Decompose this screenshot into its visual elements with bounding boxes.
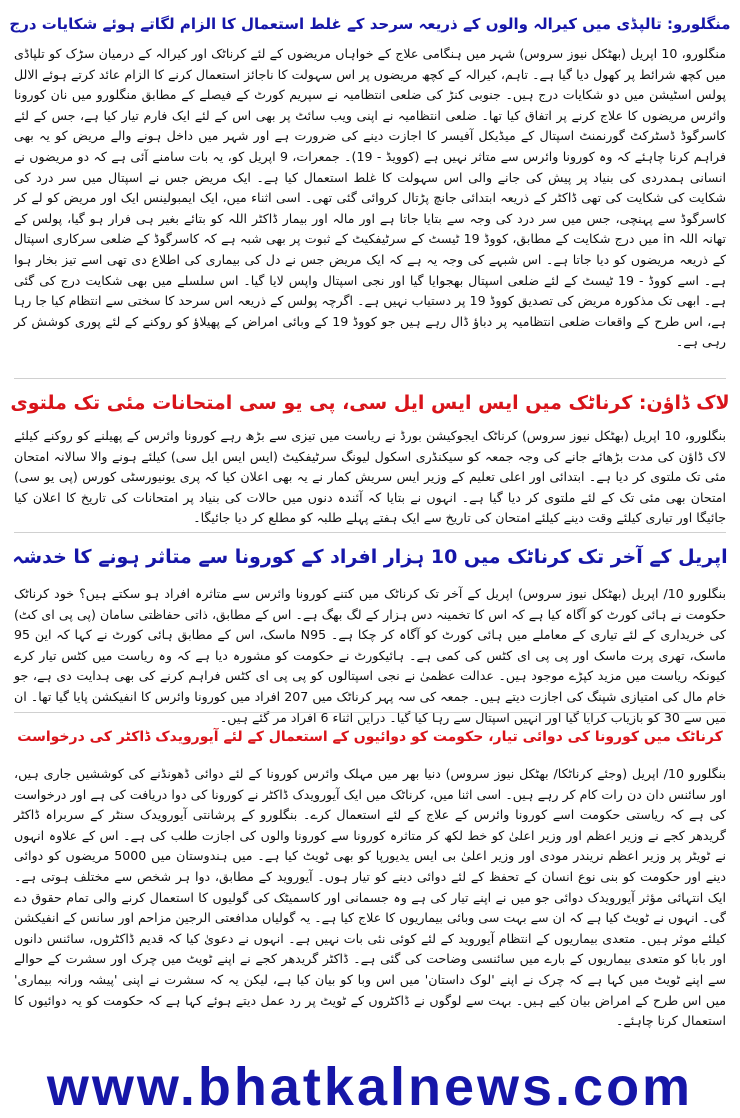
article-4-body (0, 764, 740, 1052)
divider (14, 378, 726, 379)
article-2-text: بنگلورو، 10 اپریل (بھٹکل نیوز سروس) کرناٹک ایجوکیشن بورڈ نے ریاست میں تیزی سے بڑھ رہے کورونا وائرس کے پھیلنے کو روکنے کیلئے لاک ڈاؤن کی مدت بڑھائے جانے کی وجہ جمعہ کو سیکنڈری اسکول لیونگ سرٹیفکیٹ (ایس ایس ایل سی) کیلئے ہونے والا سالانہ امتحان مئی تک ملتوی کر دیا ہے۔ ابتدائی اور اعلی تعلیم کے وزیر ایس سریش کمار نے یہ بھی اعلان کیا کہ پری یونیورسٹی کورس (پی یو سی) امتحان بھی مئی تک کے لئے ملتوی کر دیا گیا ہے۔ انہوں نے بتایا کہ آئندہ دنوں میں حالات کی بنیاد پر امتحانات کی تاریخ کا اعلان کیا جائیگا اور تیاری کیلئے وقت دینے کیلئے امتحان کی تاریخ سے ایک ہفتے پہلے طلبہ کو مطلع کر دیا جائیگا۔ (14, 428, 726, 526)
article-2-headline: لاک ڈاؤن: کرناٹک میں ایس ایس ایل سی، پی یو سی امتحانات مئی تک ملتوی (10, 392, 730, 414)
divider (14, 532, 726, 533)
article-2 (0, 380, 740, 530)
article-3 (0, 534, 740, 725)
article-3-headline: اپریل کے آخر تک کرناٹک میں 10 ہزار افراد کے کورونا سے متاثر ہونے کا خدشہ (12, 546, 728, 568)
article-1-headline: منگلورو: تالپڈی میں کیرالہ والوں کے ذریعہ سرحد کے غلط استعمال کا الزام لگاتے ہوئے شکایات درج (9, 15, 731, 33)
article-2-body (0, 426, 740, 528)
article-4-headline: کرناٹک میں کورونا کی دوائی تیار، حکومت کو دوائیوں کے استعمال کے لئے آیورویدک ڈاکٹر کی درخواست (17, 729, 723, 745)
site-watermark: www.bhatkalnews.com (46, 1057, 694, 1117)
article-1-body (0, 44, 740, 374)
article-3-text: بنگلورو 10/ اپریل (بھٹکل نیوز سروس) اپریل کے آخر تک کرناٹک میں کتنے کورونا وائرس سے متاثرہ افراد ہو سکتے ہیں؟ خود کرناٹک حکومت نے ہائی کورٹ کو آگاہ کیا ہے کہ اس کا تخمینہ دس ہزار کے لگ بھگ ہے۔ اس کے مطابق، ذاتی حفاظتی سامان (پی پی ای کٹ) کی خریداری کے لئے تیاری کے معاملے میں ہائی کورٹ کو آگاہ کر چکا ہے۔ N95 ماسک، اس کے مطابق ہائی کورٹ نے کہا کہ این 95 ماسک، تھری پرت ماسک اور پی پی ای کٹس کی کمی ہے۔ ہائیکورٹ نے حکومت کو مشورہ دیا ہے کہ وہ ریاست میں کٹس تیار کرے کیونکہ ریاست میں مزید کپڑے موجود ہیں۔ عدالت عظمیٰ نے نجی اسپتالوں کو پی پی ای کٹس فراہم کرنے کی بھی ہدایت دی ہے، جو خام مال کی امتیازی شپنگ کی اجازت دیتے ہیں۔ جمعہ کی سہ پہر کرناٹک میں 207 افراد میں کورونا وائرس کا انفیکشن پایا گیا تھا۔ ان میں سے 30 کو بازیاب کرایا گیا اور انہیں اسپتال سے رہا کیا گیا۔ درایں اثناء 6 افراد مر گئے ہیں۔ (14, 586, 726, 725)
article-3-body (0, 584, 740, 725)
divider (14, 712, 726, 713)
article-4-text: بنگلورو 10/ اپریل (وجئے کرناٹکا/ بھٹکل نیوز سروس) دنیا بھر میں مہلک وائرس کورونا کے لئے دوائی ڈھونڈنے کی کوششیں جاری ہیں، اور سائنس دان دن رات کام کر رہے ہیں۔ اسی اثنا میں، کرناٹک میں ایک آیورویدک ڈاکٹر نے کورونا کی دوا دریافت کی ہے اور درخواست کی ہے کہ ریاستی حکومت اسے کورونا وائرس کے علاج کے لئے استعمال کرے۔ بنگلورو کے پرشانتی آیورویدک سنٹر کے سربراہ ڈاکٹر گریدھر کجے نے وزیر اعظم اور وزیر اعلیٰ کو خط لکھ کر متاثرہ کورونا سے کورونا والوں کی اجازت طلب کی ہے۔ اس کے علاوہ انہوں نے ٹویٹر پر وزیر اعظم نریندر مودی اور وزیر اعلیٰ بی ایس یدیورپا کو بھی ٹویٹ کیا ہے۔ میں ہندوستان میں 5000 مریضوں کو دوائی دینے اور حکومت کو بنی نوع انسان کے تحفظ کے لئے دوائی دینے کو تیار ہوں۔ آیوروید کے مطابق، دوا ہر شخص سے مختلف ہوتی ہے۔ ایک انتہائی مؤثر آیورویدک دوائی جو میں نے اپنے تیار کی ہے وہ جسمانی اور کاسمیٹک کی گولیوں کا استعمال کرنے والی تمام حقوق دے گی۔ انہوں نے ٹویٹ کیا ہے کہ ان سے بہت سی وبائی بیماریوں کا علاج کیا ہے۔ یہ گولیاں مدافعتی الرجین مزاحم اور سانس کے انفیکشن کیلئے موثر ہیں۔ متعدی بیماریوں کے انتظام آیوروید کے لئے کوئی نئی بات نہیں ہے۔ انہوں نے دعویٰ کیا کہ قدیم ڈاکٹروں، سائنس دانوں اور بابا کو متعدی بیماریوں کے بارے میں سائنسی وضاحت کی گئی ہے۔ ڈاکٹر گریدھر کجے نے اپنے ٹویٹ میں چرک اور سشرت کے حوالے سے اپنے ٹویٹ میں کہا ہے کہ چرک نے اپنے 'لوک داستان' میں اس وبا کو بیان کیا ہے، لیکن یہ کہ سشرت نے اپنی 'پیشہ ورانہ بیماری' میں اس طرح کے امراض بیان کیے ہیں۔ بہت سے لوگوں نے ڈاکٹروں کے ٹویٹ پر رد عمل دیتے ہوئے کہا ہے کہ حکومت کو یہ دوائیوں کا استعمال کرنا چاہئے۔ (14, 766, 726, 1029)
article-1-text: منگلورو، 10 اپریل (بھٹکل نیوز سروس) شہر میں ہنگامی علاج کے خواہاں مریضوں کے لئے کرناٹک اور کیرالہ کے درمیان سڑک کو تلپاڈی میں کچھ شرائط پر کھول دیا گیا ہے۔ تاہم، کیرالہ کے کچھ مریضوں پر اس سہولت کا ناجائز استعمال کرنے کا الزام عائد کرتے ہوئے الالل پولس اسٹیشن میں دو شکایات درج ہیں۔ جنوبی کنڑ کی ضلعی انتظامیہ نے سپریم کورٹ کے فیصلے کے مطابق منگلورو میں نان کورونا وائرس مریضوں کا علاج کرنے پر اتفاق کیا تھا۔ ضلعی انتظامیہ نے اپنی ویب سائٹ پر بھی اس کے لئے ایک فارم تیار کیا ہے، جس کے لئے کاسرگوڈ ڈسٹرکٹ گورنمنٹ اسپتال کے میڈیکل آفیسر کا اجازت دینے کی ضرورت ہے اور شہر میں داخل ہونے والے مریض کو یہ بھی فراہم کرنا چاہئے کہ وہ کورونا وائرس سے متاثر نہیں ہے (کوویڈ - 19)۔ جمعرات، 9 اپریل کو، یہ بات سامنے آئی ہے کہ دو مریضوں نے انسانی ہمدردی کی بنیاد پر پیش کی جانے والی اس سہولت کا غلط استعمال کیا ہے۔ ایک مریض جس نے اسپتال میں سر درد کی شکایت کی شکایت کی تھی ڈاکٹر کے ذریعہ ابتدائی جانچ پڑتال کروائی گئی تھی۔ اسی اثناء میں، ایک ایمبولینس ایک اور مریض کو لے کر کاسرگوڈ سے پہنچی، جس میں سر درد کی وجہ سے بتایا جاتا ہے اور مالہ اور بیمار ڈاکٹر اللہ کو بتائے بغیر ہی فرار ہو گیا، پولس کے تھانہ اللہ in میں درج شکایت کے مطابق، کووڈ 19 ٹیسٹ کے سرٹیفکیٹ کے ثبوت پر بھی شبہ ہے کہ کاسرگوڈ کے ضلعی سرکاری اسپتال کے ذریعہ مریضوں کو دیا جاتا ہے۔ اس شبہے کی وجہ یہ ہے کہ ایک مریض جس نے دل کی بیماری کی اطلاع دی تھی اسے تیز بخار ہوا ہے۔ اسے کووڈ - 19 ٹیسٹ کے لئے ضلعی اسپتال بھجوایا گیا اور نجی اسپتال واپس لایا گیا۔ اس سلسلے میں بھی شکایت درج کی گئی ہے۔ ابھی تک مذکورہ مریض کی تصدیق کووڈ 19 پر دستیاب نہیں ہے۔ اگرچہ پولس کے ذریعہ اس سرحد کا سختی سے انتظام کیا جا رہا ہے، اس طرح کے واقعات ضلعی انتظامیہ پر دباؤ ڈال رہے ہیں جو کووڈ 19 کے وبائی امراض کے پھیلاؤ کو روکنے کے لئے پوری کوشش کر رہی ہے۔ (14, 46, 726, 350)
article-1 (0, 0, 740, 380)
article-4 (0, 714, 740, 1054)
